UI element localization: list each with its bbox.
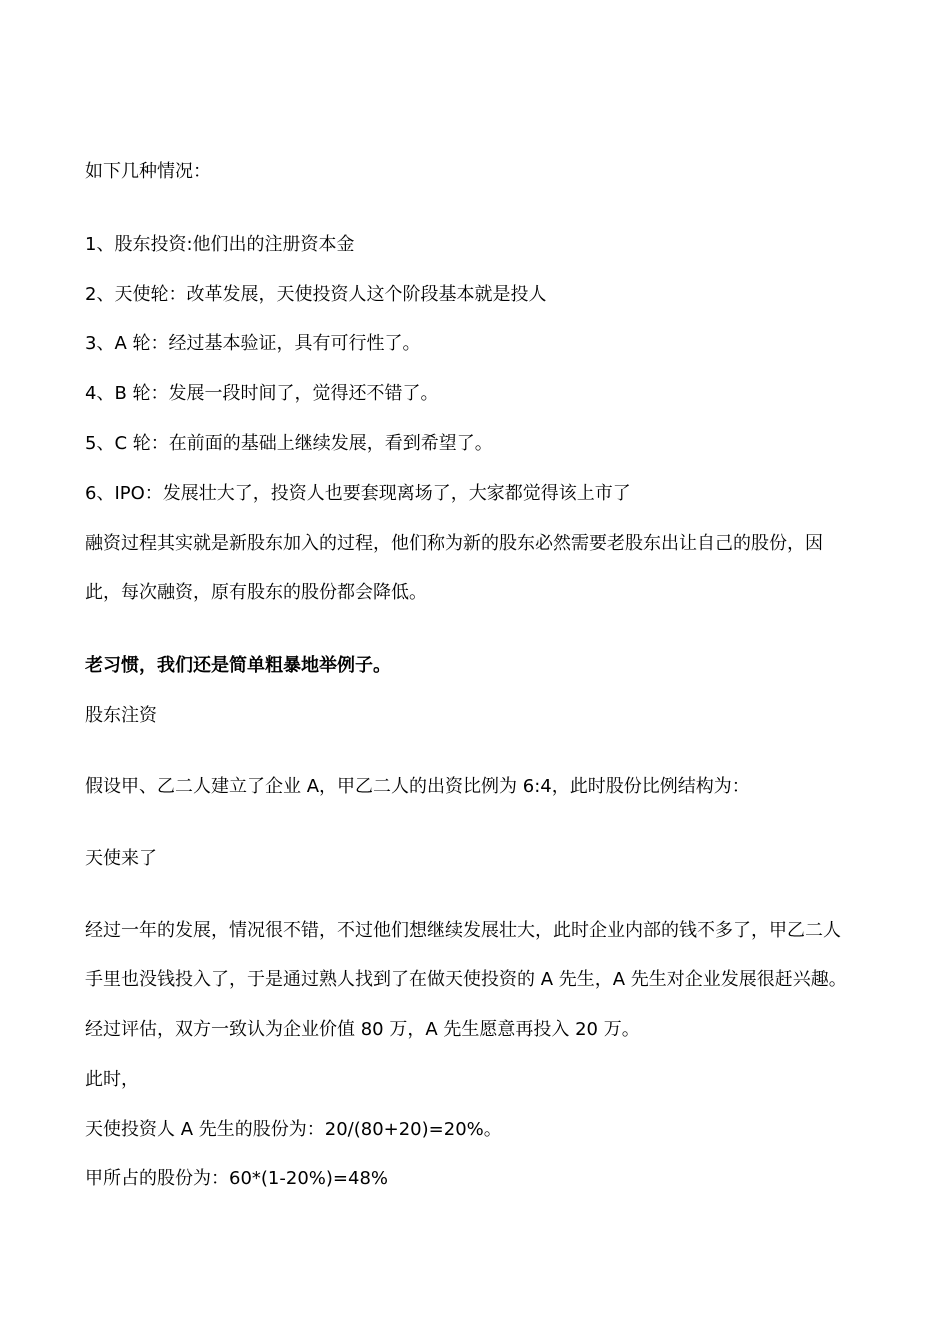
angel-share-text: 天使投资人 A 先生的股份为：20/(80+20)=20%。 — [85, 1119, 502, 1140]
at-this-time-text: 此时， — [85, 1069, 139, 1090]
section-title-angel: 天使来了 — [85, 848, 157, 869]
round-item-c: 5、C 轮：在前面的基础上继续发展，看到希望了。 — [85, 433, 493, 454]
angel-paragraph-line-2: 手里也没钱投入了，于是通过熟人找到了在做天使投资的 A 先生，A 先生对企业发展很赶兴趣。 — [85, 969, 847, 990]
example-heading: 老习惯，我们还是简单粗暴地举例子。 — [85, 655, 391, 676]
section-title-shareholder: 股东注资 — [85, 705, 157, 726]
round-item-a: 3、A 轮：经过基本验证，具有可行性了。 — [85, 333, 421, 354]
angel-paragraph-line-1: 经过一年的发展，情况很不错，不过他们想继续发展壮大，此时企业内部的钱不多了，甲乙二人 — [85, 920, 841, 941]
round-item-shareholder: 1、股东投资:他们出的注册资本金 — [85, 234, 355, 255]
round-item-ipo: 6、IPO：发展壮大了，投资人也要套现离场了，大家都觉得该上市了 — [85, 483, 631, 504]
jia-share-text: 甲所占的股份为：60*(1-20%)=48% — [85, 1168, 388, 1189]
round-item-b: 4、B 轮：发展一段时间了，觉得还不错了。 — [85, 383, 439, 404]
assumption-text: 假设甲、乙二人建立了企业 A，甲乙二人的出资比例为 6:4，此时股份比例结构为： — [85, 776, 750, 797]
financing-paragraph-line-2: 此，每次融资，原有股东的股份都会降低。 — [85, 582, 427, 603]
intro-text: 如下几种情况： — [85, 161, 211, 182]
financing-paragraph-line-1: 融资过程其实就是新股东加入的过程，他们称为新的股东必然需要老股东出让自己的股份，因 — [85, 533, 823, 554]
valuation-text: 经过评估，双方一致认为企业价值 80 万，A 先生愿意再投入 20 万。 — [85, 1019, 640, 1040]
round-item-angel: 2、天使轮：改革发展，天使投资人这个阶段基本就是投人 — [85, 284, 547, 305]
